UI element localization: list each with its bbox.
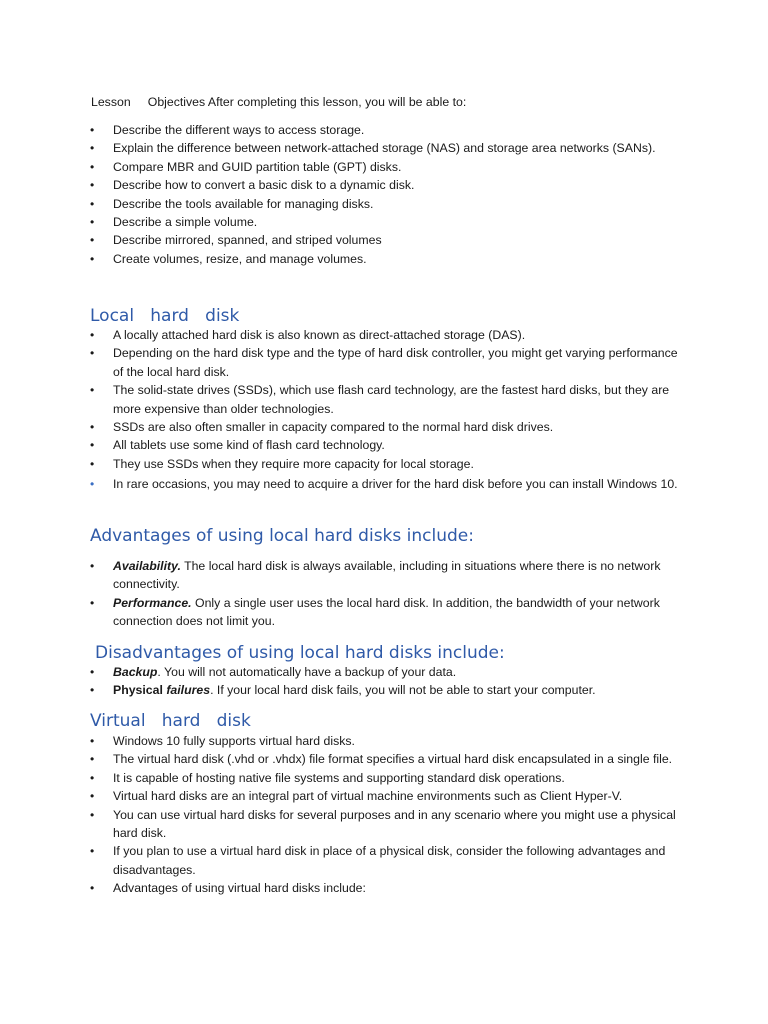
list-item: • SSDs are also often smaller in capacity compared to the normal hard disk drives. <box>90 418 690 436</box>
bullet-icon: • <box>90 215 95 230</box>
local-hard-disk-section <box>90 326 690 494</box>
physical-label: Physical <box>113 683 167 698</box>
virtual-hard-disk-section <box>90 732 690 898</box>
advantages-list <box>90 557 690 631</box>
list-item: • Backup. You will not automatically have a backup of your data. <box>90 663 690 681</box>
list-item: • Physical failures. If your local hard disk fails, you will not be able to start your computer. <box>90 681 690 699</box>
lesson-label: Lesson <box>91 95 131 109</box>
bullet-icon: • <box>90 807 95 822</box>
bullet-icon: • <box>90 559 95 573</box>
list-item: • Describe the tools available for managing disks. <box>90 195 690 213</box>
bullet-icon: • <box>90 420 95 435</box>
bullet-icon: • <box>90 438 95 453</box>
local-hard-disk-list <box>90 326 690 494</box>
performance-label: Performance. <box>113 595 192 610</box>
list-item: • They use SSDs when they require more capacity for local storage. <box>90 455 690 473</box>
availability-label: Availability. <box>113 559 181 573</box>
list-item: • Virtual hard disks are an integral part of virtual machine environments such as Client Hyper-V. <box>90 787 690 805</box>
backup-label: Backup <box>113 665 158 679</box>
bullet-icon: • <box>90 178 95 193</box>
objectives-section <box>90 121 690 268</box>
bullet-icon: • <box>90 159 95 174</box>
bullet-icon: • <box>90 752 95 767</box>
bullet-icon: • <box>90 233 95 248</box>
virtual-hard-disk-list <box>90 732 690 898</box>
bullet-icon: • <box>90 734 95 748</box>
bullet-icon: • <box>90 383 95 398</box>
list-item: • A locally attached hard disk is also known as direct-attached storage (DAS). <box>90 326 690 344</box>
disadvantages-section <box>90 663 690 700</box>
list-item: • Create volumes, resize, and manage volumes. <box>90 250 690 268</box>
bullet-icon: • <box>90 477 95 492</box>
bullet-icon: • <box>90 683 95 698</box>
lesson-intro <box>91 93 466 111</box>
bullet-icon: • <box>90 251 95 266</box>
bullet-icon: • <box>90 770 95 785</box>
bullet-icon: • <box>90 881 95 896</box>
bullet-icon: • <box>90 844 95 859</box>
failures-label: failures <box>166 683 211 698</box>
list-item: • Explain the difference between network-attached storage (NAS) and storage area networks (SANs). <box>90 139 690 157</box>
bullet-icon: • <box>90 346 95 361</box>
disadvantages-heading: Disadvantages of using local hard disks include: <box>95 643 505 663</box>
list-item: • The virtual hard disk (.vhd or .vhdx) file format specifies a virtual hard disk encapsulated in a single file. <box>90 750 690 768</box>
list-item: • Compare MBR and GUID partition table (GPT) disks. <box>90 158 690 176</box>
list-item: • The solid-state drives (SSDs), which use flash card technology, are the fastest hard disks, but they are more expensive than older technologies. <box>90 383 670 416</box>
advantages-section <box>90 557 690 631</box>
list-item: • If you plan to use a virtual hard disk in place of a physical disk, consider the following advantages and disadvantages. <box>90 844 666 877</box>
bullet-icon: • <box>90 141 95 156</box>
bullet-icon: • <box>90 123 95 137</box>
objectives-list <box>90 121 690 268</box>
list-item: • In rare occasions, you may need to acquire a driver for the hard disk before you can install Windows 10. <box>90 475 690 493</box>
virtual-hard-disk-heading: Virtual hard disk <box>90 711 251 731</box>
local-hard-disk-heading: Local hard disk <box>90 306 240 326</box>
objectives-intro-text: Objectives After completing this lesson, you will be able to: <box>147 95 467 109</box>
list-item: • Performance. Only a single user uses the local hard disk. In addition, the bandwidth of your network connection does not limit you. <box>90 595 660 629</box>
list-item: • Availability. The local hard disk is always available, including in situations where there is no network connectivity. <box>90 559 661 592</box>
list-item: • You can use virtual hard disks for several purposes and in any scenario where you might use a physical hard disk. <box>90 807 676 841</box>
list-item: • Describe the different ways to access storage. <box>90 121 690 139</box>
disadvantages-list <box>90 663 690 700</box>
bullet-icon: • <box>90 196 95 211</box>
list-item: • Windows 10 fully supports virtual hard disks. <box>90 732 690 750</box>
bullet-icon: • <box>90 665 95 679</box>
bullet-icon: • <box>90 595 95 610</box>
list-item: • Depending on the hard disk type and the type of hard disk controller, you might get varying performance of the local hard disk. <box>90 346 678 379</box>
list-item: • All tablets use some kind of flash card technology. <box>90 436 690 454</box>
list-item: • Advantages of using virtual hard disks include: <box>90 879 690 897</box>
bullet-icon: • <box>90 789 95 804</box>
list-item: • Describe mirrored, spanned, and striped volumes <box>90 231 690 249</box>
list-item: • It is capable of hosting native file systems and supporting standard disk operations. <box>90 769 690 787</box>
list-item: • Describe a simple volume. <box>90 213 690 231</box>
list-item: • Describe how to convert a basic disk to a dynamic disk. <box>90 176 690 194</box>
bullet-icon: • <box>90 456 95 471</box>
bullet-icon: • <box>90 328 95 342</box>
advantages-heading: Advantages of using local hard disks include: <box>90 526 474 546</box>
